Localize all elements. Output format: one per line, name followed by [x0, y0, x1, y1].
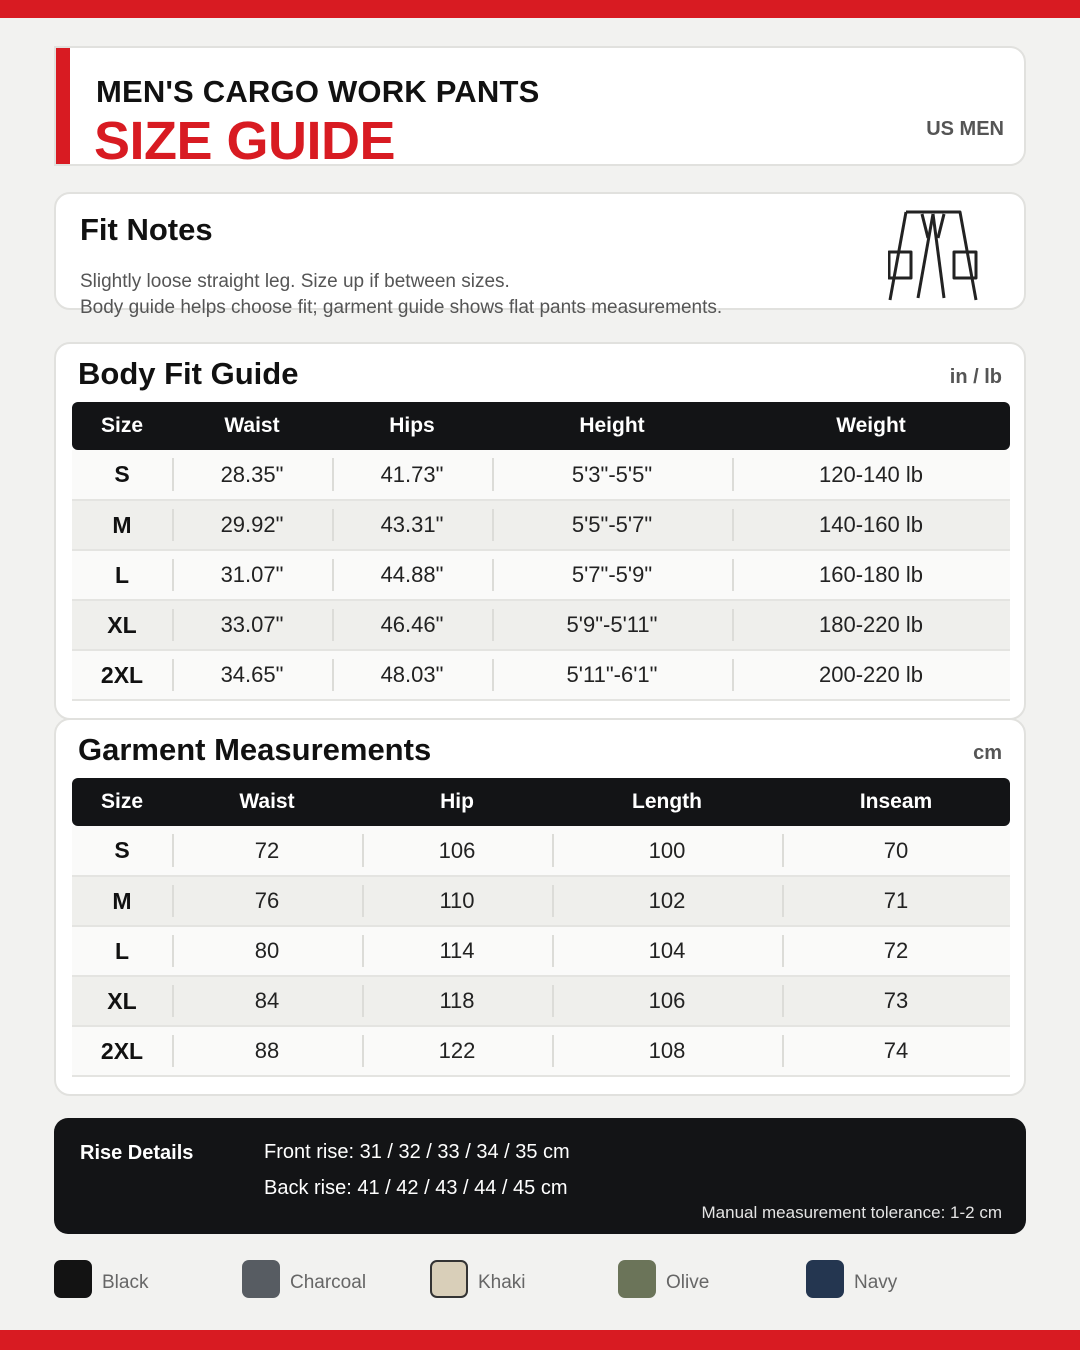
table-cell: 118 — [362, 976, 552, 1026]
color-name: Navy — [854, 1272, 898, 1293]
header-accent — [54, 46, 70, 166]
table-row — [72, 1026, 1010, 1076]
table-row — [72, 500, 1010, 550]
tolerance-note: Manual measurement tolerance: 1-2 cm — [701, 1203, 1002, 1222]
table-cell: 110 — [362, 876, 552, 926]
table-cell: 122 — [362, 1026, 552, 1076]
fit-note-line: Slightly loose straight leg. Size up if between sizes. — [80, 271, 510, 292]
table-cell: 43.31" — [332, 500, 492, 550]
size-cell: 2XL — [72, 650, 172, 700]
color-name: Khaki — [478, 1272, 526, 1293]
column-header: Weight — [732, 402, 1010, 450]
table-cell: 28.35" — [172, 450, 332, 500]
table-row — [72, 550, 1010, 600]
table-row — [72, 876, 1010, 926]
table-cell: 5'7"-5'9" — [492, 550, 732, 600]
color-name: Olive — [666, 1272, 710, 1293]
table-cell: 5'5"-5'7" — [492, 500, 732, 550]
table-cell: 70 — [782, 826, 1010, 876]
pants-icon — [888, 208, 980, 302]
table-cell: 72 — [172, 826, 362, 876]
table-cell: 160-180 lb — [732, 550, 1010, 600]
table-row — [72, 650, 1010, 700]
table-cell: 88 — [172, 1026, 362, 1076]
table-cell: 180-220 lb — [732, 600, 1010, 650]
garment-unit: cm — [973, 742, 1002, 764]
table-header-row — [72, 402, 1010, 450]
column-header: Size — [72, 778, 172, 826]
size-cell: M — [72, 500, 172, 550]
garment-title: Garment Measurements — [78, 732, 432, 767]
table-cell: 44.88" — [332, 550, 492, 600]
table-cell: 73 — [782, 976, 1010, 1026]
table-cell: 34.65" — [172, 650, 332, 700]
column-header: Inseam — [782, 778, 1010, 826]
table-cell: 31.07" — [172, 550, 332, 600]
table-cell: 71 — [782, 876, 1010, 926]
table-cell: 48.03" — [332, 650, 492, 700]
back-rise-text: Back rise: 41 / 42 / 43 / 44 / 45 cm — [264, 1177, 568, 1199]
column-header: Waist — [172, 402, 332, 450]
front-rise-text: Front rise: 31 / 32 / 33 / 34 / 35 cm — [264, 1141, 570, 1163]
body-fit-table — [72, 402, 1010, 701]
color-name: Black — [102, 1272, 149, 1293]
rise-details-label: Rise Details — [80, 1142, 194, 1164]
size-cell: XL — [72, 600, 172, 650]
table-cell: 41.73" — [332, 450, 492, 500]
color-chip[interactable] — [806, 1260, 844, 1298]
bottom-accent-bar — [0, 1330, 1080, 1350]
size-cell: L — [72, 550, 172, 600]
size-cell: XL — [72, 976, 172, 1026]
color-chip[interactable] — [618, 1260, 656, 1298]
table-cell: 120-140 lb — [732, 450, 1010, 500]
table-row — [72, 826, 1010, 876]
rise-details-panel — [54, 1118, 1026, 1234]
garment-table — [72, 778, 1010, 1077]
column-header: Hips — [332, 402, 492, 450]
table-header-row — [72, 778, 1010, 826]
column-header: Height — [492, 402, 732, 450]
size-cell: M — [72, 876, 172, 926]
size-cell: L — [72, 926, 172, 976]
table-cell: 76 — [172, 876, 362, 926]
color-chip[interactable] — [242, 1260, 280, 1298]
fit-notes-card — [54, 192, 1026, 318]
table-cell: 46.46" — [332, 600, 492, 650]
top-accent-bar — [0, 0, 1080, 18]
garment-measurements-card — [54, 718, 1026, 1096]
table-cell: 106 — [552, 976, 782, 1026]
color-name: Charcoal — [290, 1272, 367, 1293]
size-cell: S — [72, 826, 172, 876]
table-cell: 100 — [552, 826, 782, 876]
table-cell: 80 — [172, 926, 362, 976]
table-cell: 104 — [552, 926, 782, 976]
table-cell: 33.07" — [172, 600, 332, 650]
table-cell: 5'11"-6'1" — [492, 650, 732, 700]
table-row — [72, 600, 1010, 650]
table-cell: 114 — [362, 926, 552, 976]
table-cell: 84 — [172, 976, 362, 1026]
header-card — [54, 46, 1026, 166]
column-header: Size — [72, 402, 172, 450]
column-header: Length — [552, 778, 782, 826]
fit-notes-title: Fit Notes — [80, 212, 213, 247]
color-chip[interactable] — [54, 1260, 92, 1298]
color-chip[interactable] — [430, 1260, 468, 1298]
table-cell: 74 — [782, 1026, 1010, 1076]
size-cell: S — [72, 450, 172, 500]
size-cell: 2XL — [72, 1026, 172, 1076]
page-title: SIZE GUIDE — [94, 111, 396, 166]
table-row — [72, 926, 1010, 976]
table-cell: 108 — [552, 1026, 782, 1076]
body-fit-unit: in / lb — [949, 366, 1002, 388]
table-cell: 140-160 lb — [732, 500, 1010, 550]
column-header: Waist — [172, 778, 362, 826]
table-row — [72, 976, 1010, 1026]
table-row — [72, 450, 1010, 500]
table-cell: 102 — [552, 876, 782, 926]
table-cell: 5'9"-5'11" — [492, 600, 732, 650]
table-cell: 72 — [782, 926, 1010, 976]
region-label: US MEN — [926, 118, 1004, 140]
body-fit-title: Body Fit Guide — [78, 356, 299, 391]
column-header: Hip — [362, 778, 552, 826]
table-cell: 5'3"-5'5" — [492, 450, 732, 500]
table-cell: 29.92" — [172, 500, 332, 550]
table-cell: 106 — [362, 826, 552, 876]
table-cell: 200-220 lb — [732, 650, 1010, 700]
product-name: MEN'S CARGO WORK PANTS — [96, 74, 540, 109]
body-fit-card — [54, 342, 1026, 720]
fit-note-line: Body guide helps choose fit; garment guide shows flat pants measurements. — [80, 297, 723, 318]
